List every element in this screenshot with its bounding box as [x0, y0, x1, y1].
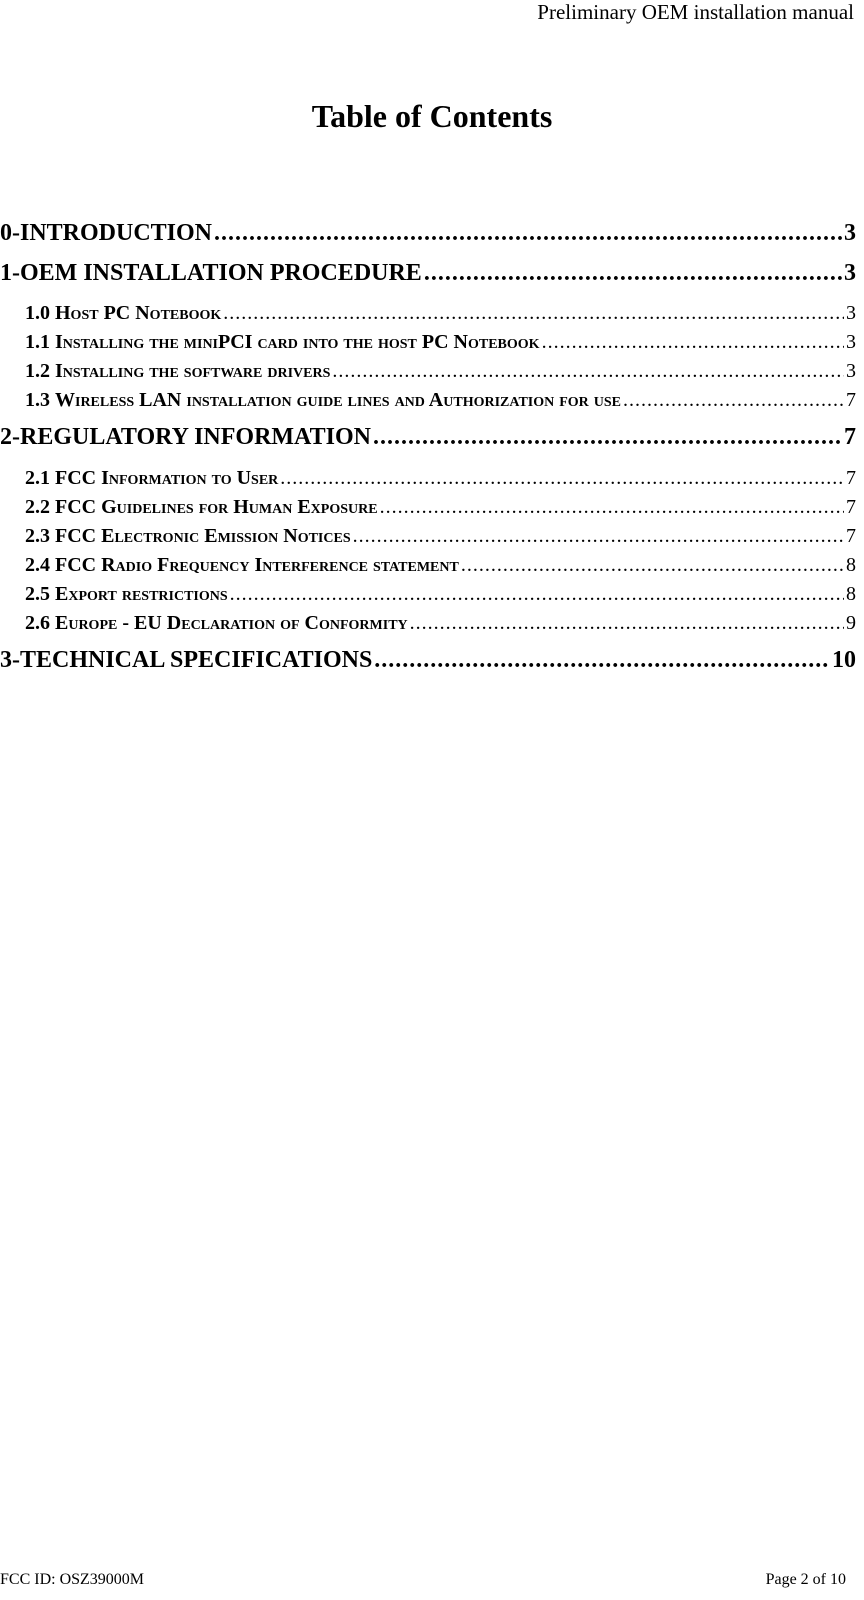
toc-entry-number: 2.2 [25, 496, 50, 518]
toc-entry-1-1[interactable] [25, 330, 856, 354]
toc-leader [461, 553, 844, 577]
toc-entry-label: FCC Electronic Emission Notices [55, 525, 351, 547]
toc-entry-page: 7 [844, 424, 856, 450]
toc-entry-page: 7 [846, 496, 856, 518]
toc-entry-2-5[interactable] [25, 582, 856, 606]
toc-leader [380, 495, 844, 519]
toc-entry-label: FCC Guidelines for Human Exposure [55, 496, 378, 518]
toc-entry-label: Export restrictions [55, 583, 228, 605]
toc-entry-technical-specifications[interactable] [0, 645, 856, 675]
toc-entry-page: 8 [846, 554, 856, 576]
toc-entry-label: Europe - EU Declaration of Conformity [55, 612, 408, 634]
toc-entry-label: Installing the miniPCI card into the host PC Notebook [55, 331, 540, 353]
toc-title: Table of Contents [311, 98, 553, 134]
toc-entry-page: 3 [846, 331, 856, 353]
toc-entry-number: 2.1 [25, 467, 50, 489]
toc-entry-page: 8 [846, 583, 856, 605]
toc-entry-2-4[interactable] [25, 553, 856, 577]
toc-entry-number: 1.1 [25, 331, 50, 353]
toc-entry-number: 1.2 [25, 360, 50, 382]
toc-entry-1-3[interactable] [25, 388, 856, 412]
toc-entry-number: 2.4 [25, 554, 50, 576]
toc-entry-page: 3 [844, 220, 856, 246]
toc-entry-number: 1.0 [25, 302, 50, 324]
toc-leader [374, 645, 830, 675]
toc-entry-label: 0-INTRODUCTION [0, 220, 213, 246]
toc-leader [424, 258, 842, 288]
toc-leader [230, 582, 844, 606]
toc-entry-1-0[interactable] [25, 301, 856, 325]
toc-entry-label: Wireless LAN installation guide lines and Authorization for use [55, 389, 622, 411]
toc-entry-label: Host PC Notebook [55, 302, 222, 324]
toc-entry-label: FCC Information to User [55, 467, 279, 489]
toc-entry-label: 2-REGULATORY INFORMATION [0, 424, 371, 450]
toc-entry-number: 2.3 [25, 525, 50, 547]
toc-leader [280, 466, 844, 490]
toc-entry-page: 7 [846, 525, 856, 547]
toc-leader [223, 301, 844, 325]
running-header: Preliminary OEM installation manual [537, 0, 854, 24]
toc-entry-2-6[interactable] [25, 611, 856, 635]
toc-entry-label: 3-TECHNICAL SPECIFICATIONS [0, 647, 373, 673]
toc-leader [214, 218, 842, 248]
toc-entry-regulatory[interactable] [0, 422, 856, 452]
toc-entry-label: 1-OEM INSTALLATION PROCEDURE [0, 260, 422, 286]
toc-entry-number: 2.5 [25, 583, 50, 605]
toc-entry-page: 3 [846, 302, 856, 324]
fcc-id-footer: FCC ID: OSZ39000M [0, 1571, 145, 1588]
toc-entry-label: Installing the software drivers [55, 360, 331, 382]
toc-entry-page: 10 [832, 647, 856, 673]
toc-leader [332, 359, 844, 383]
toc-leader [353, 524, 844, 548]
toc-leader [623, 388, 844, 412]
toc-entry-1-2[interactable] [25, 359, 856, 383]
toc-entry-page: 7 [846, 389, 856, 411]
toc-entry-number: 1.3 [25, 389, 50, 411]
toc-entry-page: 3 [844, 260, 856, 286]
toc-entry-label: FCC Radio Frequency Interference statement [55, 554, 459, 576]
toc-entry-page: 7 [846, 467, 856, 489]
toc-entry-oem-installation[interactable] [0, 258, 856, 288]
toc-entry-introduction[interactable] [0, 218, 856, 248]
toc-entry-number: 2.6 [25, 612, 50, 634]
toc-entry-page: 9 [846, 612, 856, 634]
toc-entry-2-3[interactable] [25, 524, 856, 548]
toc-entry-2-1[interactable] [25, 466, 856, 490]
toc-leader [410, 611, 844, 635]
toc-list [0, 0, 864, 700]
toc-entry-page: 3 [846, 360, 856, 382]
toc-leader [542, 330, 844, 354]
toc-leader [373, 422, 842, 452]
toc-entry-2-2[interactable] [25, 495, 856, 519]
page-number-footer: Page 2 of 10 [765, 1571, 846, 1588]
